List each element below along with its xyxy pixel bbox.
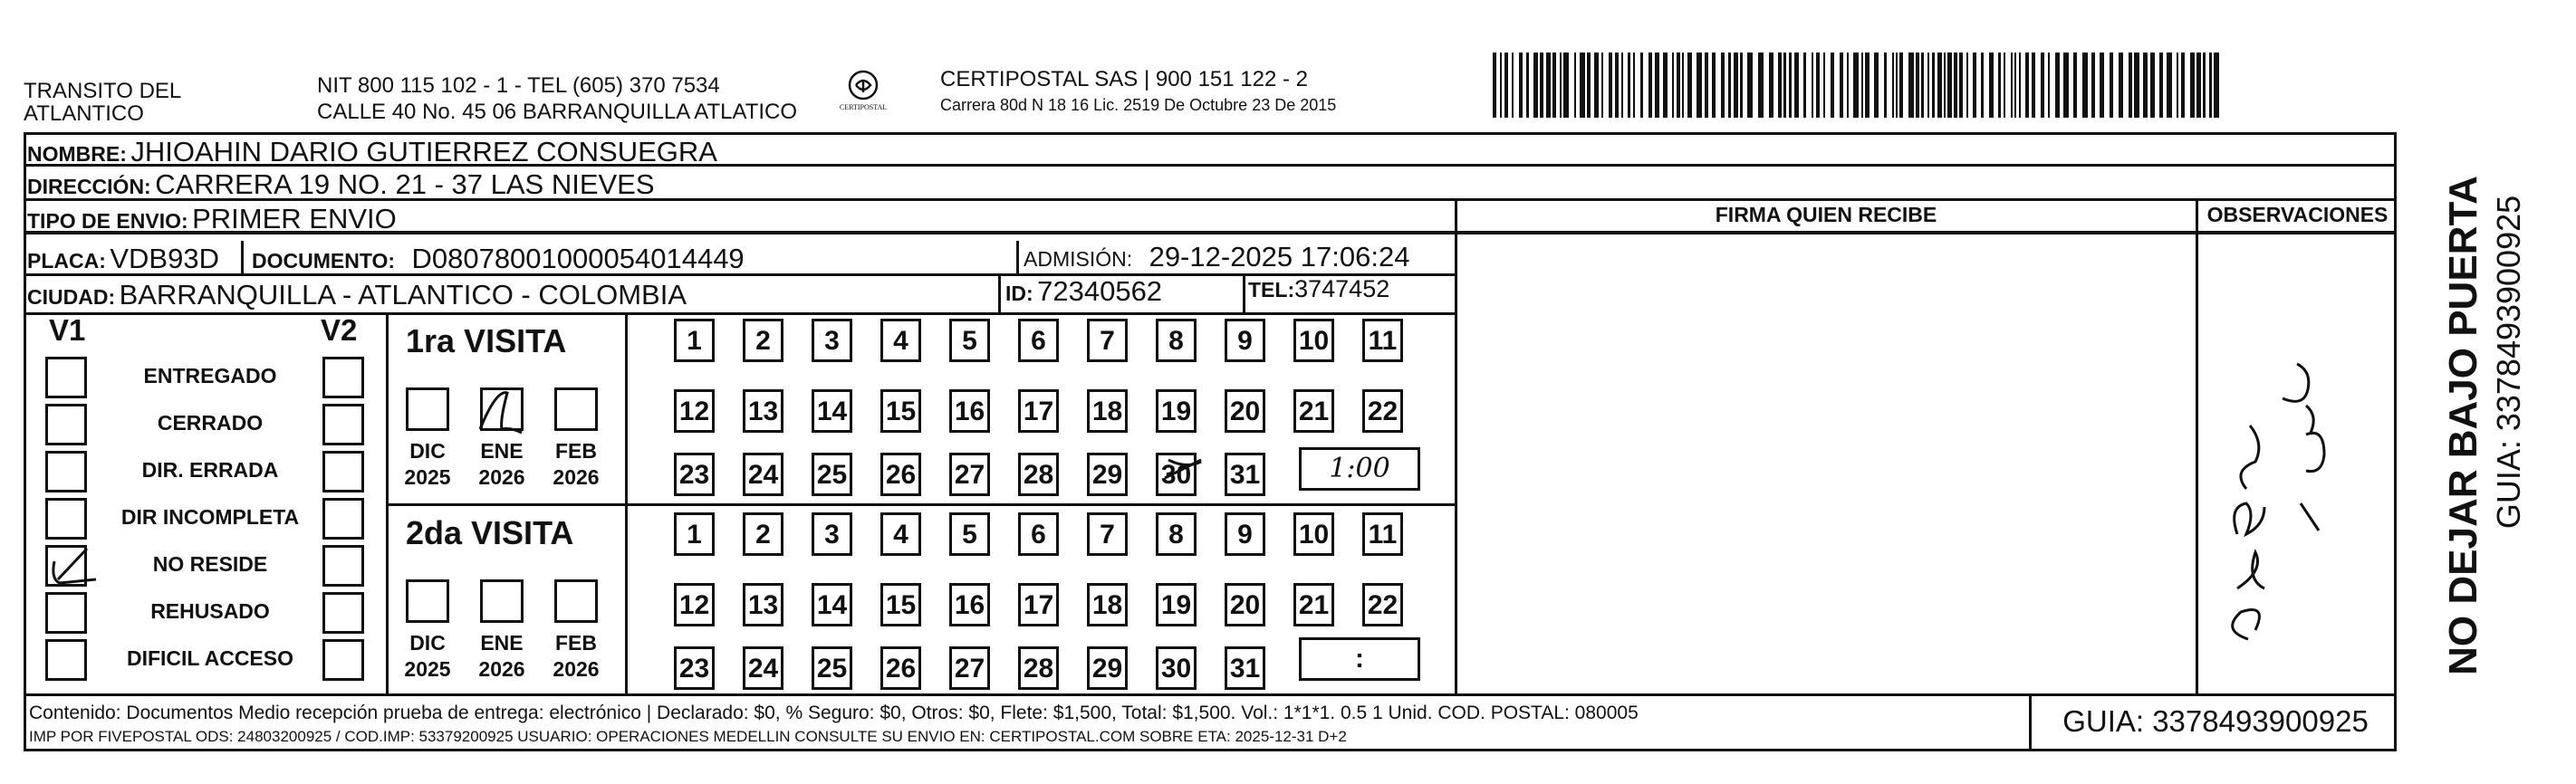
- day-box-14[interactable]: 14: [812, 389, 852, 433]
- day-box-17[interactable]: 17: [1018, 389, 1059, 433]
- tipo-envio-label: TIPO DE ENVIO:: [27, 209, 188, 233]
- day-box-10[interactable]: 10: [1293, 319, 1334, 362]
- placa-label: PLACA:: [27, 249, 106, 272]
- day-box-15[interactable]: 15: [880, 583, 921, 626]
- day-box-30[interactable]: 30: [1156, 453, 1197, 496]
- tel-label: TEL:: [1248, 278, 1295, 301]
- license-line: Carrera 80d N 18 16 Lic. 2519 De Octubre 23 De 2015: [940, 96, 1337, 114]
- month-year: 2026: [478, 657, 525, 681]
- observaciones-header: OBSERVACIONES: [2206, 203, 2389, 226]
- day-box-17[interactable]: 17: [1018, 583, 1059, 626]
- direccion-value: CARRERA 19 NO. 21 - 37 LAS NIEVES: [155, 168, 655, 200]
- day-box-18[interactable]: 18: [1087, 583, 1128, 626]
- day-box-3[interactable]: 3: [812, 512, 852, 556]
- day-box-2[interactable]: 2: [743, 319, 783, 362]
- day-box-23[interactable]: 23: [674, 646, 715, 690]
- day-box-2[interactable]: 2: [743, 512, 783, 556]
- footer-guia: GUIA: 3378493900925: [2062, 704, 2369, 738]
- ciudad-label: CIUDAD:: [27, 285, 116, 309]
- day-box-5[interactable]: 5: [949, 512, 990, 556]
- day-box-1[interactable]: 1: [674, 512, 715, 556]
- visit-1-time-value: 1:00: [1329, 453, 1390, 484]
- day-box-7[interactable]: 7: [1087, 319, 1128, 362]
- day-box-4[interactable]: 4: [880, 319, 921, 362]
- visit-2-title: 2da VISITA: [406, 514, 574, 551]
- day-box-6[interactable]: 6: [1018, 512, 1059, 556]
- month-name: DIC: [409, 439, 446, 463]
- month-year: 2025: [404, 657, 451, 681]
- day-box-22[interactable]: 22: [1362, 583, 1403, 626]
- day-box-16[interactable]: 16: [949, 583, 990, 626]
- id-label: ID:: [1005, 282, 1033, 305]
- day-box-9[interactable]: 9: [1225, 512, 1265, 556]
- day-box-13[interactable]: 13: [743, 389, 783, 433]
- day-box-9[interactable]: 9: [1225, 319, 1265, 362]
- tel-value: 3747452: [1294, 275, 1390, 302]
- day-box-31[interactable]: 31: [1225, 453, 1265, 496]
- company-line: CERTIPOSTAL SAS | 900 151 122 - 2: [940, 67, 1308, 91]
- admision-value: 29-12-2025 17:06:24: [1149, 241, 1410, 272]
- day-box-7[interactable]: 7: [1087, 512, 1128, 556]
- placa-value: VDB93D: [110, 243, 219, 274]
- month-name: FEB: [555, 439, 597, 463]
- month-year: 2026: [553, 657, 600, 681]
- day-box-14[interactable]: 14: [812, 583, 852, 626]
- nombre-value: JHIOAHIN DARIO GUTIERREZ CONSUEGRA: [130, 136, 717, 167]
- day-box-12[interactable]: 12: [674, 583, 715, 626]
- day-box-23[interactable]: 23: [674, 453, 715, 496]
- status-option-label: NO RESIDE: [152, 552, 268, 576]
- day-box-5[interactable]: 5: [949, 319, 990, 362]
- day-box-21[interactable]: 21: [1293, 389, 1334, 433]
- day-box-10[interactable]: 10: [1293, 512, 1334, 556]
- side-guia: GUIA: 3378493900925: [2490, 195, 2527, 530]
- day-box-28[interactable]: 28: [1018, 453, 1059, 496]
- id-value: 72340562: [1037, 275, 1163, 307]
- day-box-24[interactable]: 24: [743, 646, 783, 690]
- month-year: 2026: [478, 465, 525, 489]
- day-box-28[interactable]: 28: [1018, 646, 1059, 690]
- day-box-21[interactable]: 21: [1293, 583, 1334, 626]
- status-option-label: CERRADO: [157, 411, 264, 435]
- day-box-12[interactable]: 12: [674, 389, 715, 433]
- day-box-3[interactable]: 3: [812, 319, 852, 362]
- day-box-8[interactable]: 8: [1156, 512, 1197, 556]
- day-box-31[interactable]: 31: [1225, 646, 1265, 690]
- day-box-8[interactable]: 8: [1156, 319, 1197, 362]
- month-name: ENE: [480, 439, 524, 463]
- v1-label: V1: [49, 313, 86, 347]
- day-box-26[interactable]: 26: [880, 646, 921, 690]
- address-line: CALLE 40 No. 45 06 BARRANQUILLA ATLATICO: [317, 100, 798, 124]
- contenido-line: Contenido: Documentos Medio recepción prueba de entrega: electrónico | Declarado: $0, % Seguro: $0, Otros: $0, Flete: $1,500, Total: $1,500. Vol.: 1*1*1. 0.5 1 Unid. COD. POSTAL: 080005: [29, 703, 1639, 723]
- issuer-line-1: TRANSITO DEL: [24, 79, 182, 103]
- status-option-label: ENTREGADO: [143, 364, 277, 387]
- imp-line: IMP POR FIVEPOSTAL ODS: 24803200925 / COD.IMP: 53379200925 USUARIO: OPERACIONES MEDELLIN CONSULTE SU ENVIO EN: CERTIPOSTAL.COM SOBRE ETA: 2025-12-31 D+2: [29, 728, 1347, 745]
- tipo-envio-value: PRIMER ENVIO: [192, 203, 397, 234]
- status-option-label: DIFICIL ACCESO: [126, 646, 293, 670]
- side-warning: NO DEJAR BAJO PUERTA: [2441, 176, 2485, 675]
- day-box-24[interactable]: 24: [743, 453, 783, 496]
- day-box-25[interactable]: 25: [812, 453, 852, 496]
- day-box-30[interactable]: 30: [1156, 646, 1197, 690]
- direccion-label: DIRECCIÓN:: [27, 175, 151, 198]
- day-box-4[interactable]: 4: [880, 512, 921, 556]
- day-box-15[interactable]: 15: [880, 389, 921, 433]
- day-box-6[interactable]: 6: [1018, 319, 1059, 362]
- admision-label: ADMISIÓN:: [1024, 247, 1133, 271]
- status-option-label: REHUSADO: [150, 599, 270, 623]
- day-box-11[interactable]: 11: [1362, 512, 1403, 556]
- day-box-19[interactable]: 19: [1156, 389, 1197, 433]
- day-box-1[interactable]: 1: [674, 319, 715, 362]
- status-option-label: DIR. ERRADA: [141, 458, 279, 482]
- day-box-26[interactable]: 26: [880, 453, 921, 496]
- visit-2-time-value: :: [1355, 644, 1364, 674]
- documento-label: DOCUMENTO:: [252, 249, 396, 272]
- ciudad-value: BARRANQUILLA - ATLANTICO - COLOMBIA: [119, 279, 687, 311]
- day-box-22[interactable]: 22: [1362, 389, 1403, 433]
- day-box-20[interactable]: 20: [1225, 583, 1265, 626]
- day-box-27[interactable]: 27: [949, 646, 990, 690]
- month-name: FEB: [555, 631, 597, 655]
- status-option-label: DIR INCOMPLETA: [120, 505, 300, 529]
- day-box-25[interactable]: 25: [812, 646, 852, 690]
- logo-text: CERTIPOSTAL: [839, 103, 888, 111]
- day-box-29[interactable]: 29: [1087, 453, 1128, 496]
- day-box-29[interactable]: 29: [1087, 646, 1128, 690]
- day-box-11[interactable]: 11: [1362, 319, 1403, 362]
- v2-label: V2: [321, 313, 358, 347]
- day-box-19[interactable]: 19: [1156, 583, 1197, 626]
- visit-1-title: 1ra VISITA: [406, 322, 567, 359]
- issuer-line-2: ATLANTICO: [24, 101, 144, 126]
- day-box-18[interactable]: 18: [1087, 389, 1128, 433]
- documento-value: D08078001000054014449: [411, 243, 745, 274]
- firma-header: FIRMA QUIEN RECIBE: [1715, 203, 1937, 226]
- day-box-13[interactable]: 13: [743, 583, 783, 626]
- month-year: 2026: [553, 465, 600, 489]
- month-name: ENE: [480, 631, 524, 655]
- day-box-20[interactable]: 20: [1225, 389, 1265, 433]
- nit-line: NIT 800 115 102 - 1 - TEL (605) 370 7534: [317, 73, 720, 98]
- month-name: DIC: [409, 631, 446, 655]
- month-year: 2025: [404, 465, 451, 489]
- day-box-27[interactable]: 27: [949, 453, 990, 496]
- nombre-label: NOMBRE:: [27, 142, 127, 166]
- day-box-16[interactable]: 16: [949, 389, 990, 433]
